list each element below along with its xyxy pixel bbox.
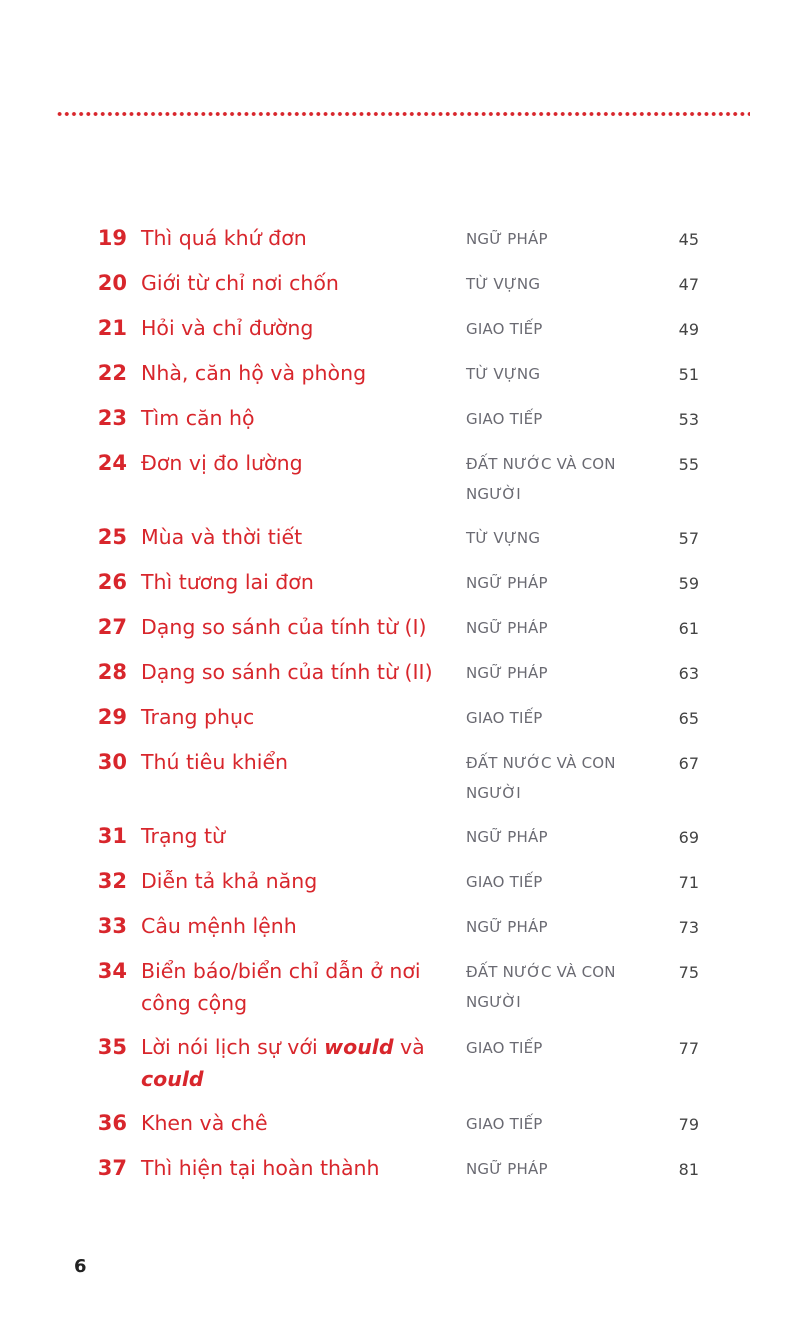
toc-row[interactable] — [0, 955, 800, 1019]
lesson-category: NGỮ PHÁP — [466, 1160, 548, 1178]
lesson-number: 25 — [97, 525, 127, 549]
lesson-number: 28 — [97, 660, 127, 684]
lesson-title: Trạng từ — [141, 824, 226, 848]
lesson-category: TỪ VỰNG — [466, 275, 541, 293]
lesson-category: ĐẤT NƯỚC VÀ CON NGƯỜI — [466, 963, 616, 1011]
lesson-category: GIAO TIẾP — [466, 873, 543, 891]
lesson-page: 65 — [678, 709, 699, 728]
lesson-category: GIAO TIẾP — [466, 709, 543, 727]
lesson-category: NGỮ PHÁP — [466, 230, 548, 248]
toc-row[interactable] — [0, 312, 800, 345]
lesson-category: NGỮ PHÁP — [466, 619, 548, 637]
toc-row[interactable] — [0, 521, 800, 554]
footer-page-number: 6 — [74, 1256, 87, 1277]
toc-row[interactable] — [0, 402, 800, 435]
lesson-title: Mùa và thời tiết — [141, 525, 303, 549]
toc-row[interactable] — [0, 566, 800, 599]
toc-row[interactable] — [0, 1152, 800, 1185]
lesson-page: 59 — [678, 574, 699, 593]
dotted-rule — [56, 110, 750, 118]
lesson-title — [127, 1031, 451, 1095]
toc-row[interactable] — [0, 656, 800, 689]
toc-row[interactable] — [0, 865, 800, 898]
toc-row[interactable] — [0, 357, 800, 390]
lesson-number: 20 — [97, 271, 127, 295]
toc-row[interactable] — [0, 910, 800, 943]
lesson-title: Nhà, căn hộ và phòng — [141, 361, 367, 385]
lesson-page: 53 — [678, 410, 699, 429]
toc-row[interactable] — [0, 1107, 800, 1140]
lesson-page: 61 — [678, 619, 699, 638]
lesson-category: GIAO TIẾP — [466, 1039, 543, 1057]
lesson-title: Đơn vị đo lường — [141, 451, 303, 475]
lesson-number: 36 — [97, 1111, 127, 1135]
lesson-category: TỪ VỰNG — [466, 365, 541, 383]
lesson-category: GIAO TIẾP — [466, 1115, 543, 1133]
lesson-title: Câu mệnh lệnh — [141, 914, 297, 938]
lesson-number: 35 — [97, 1035, 127, 1059]
toc-row[interactable] — [0, 447, 800, 509]
title-text: và — [393, 1035, 425, 1059]
lesson-page: 55 — [678, 455, 699, 474]
lesson-number: 22 — [97, 361, 127, 385]
lesson-page: 77 — [678, 1039, 699, 1058]
lesson-number: 21 — [97, 316, 127, 340]
lesson-category: NGỮ PHÁP — [466, 918, 548, 936]
title-text: Lời nói lịch sự với — [141, 1035, 325, 1059]
lesson-page: 79 — [678, 1115, 699, 1134]
title-emphasis-would: would — [324, 1035, 394, 1059]
toc-row[interactable] — [0, 611, 800, 644]
lesson-title: Khen và chê — [141, 1111, 268, 1135]
lesson-page: 69 — [678, 828, 699, 847]
lesson-title: Tìm căn hộ — [141, 406, 255, 430]
lesson-number: 24 — [97, 451, 127, 475]
lesson-title: Diễn tả khả năng — [141, 869, 318, 893]
toc-row[interactable] — [0, 746, 800, 808]
lesson-number: 37 — [97, 1156, 127, 1180]
lesson-title: Hỏi và chỉ đường — [141, 316, 314, 340]
lesson-number: 29 — [97, 705, 127, 729]
lesson-category: TỪ VỰNG — [466, 529, 541, 547]
lesson-number: 19 — [97, 226, 127, 250]
toc-row[interactable] — [0, 820, 800, 853]
lesson-number: 34 — [97, 959, 127, 983]
lesson-page: 73 — [678, 918, 699, 937]
lesson-number: 32 — [97, 869, 127, 893]
lesson-page: 75 — [678, 963, 699, 982]
toc-row[interactable] — [0, 222, 800, 255]
lesson-number: 31 — [97, 824, 127, 848]
lesson-page: 51 — [678, 365, 699, 384]
lesson-category: NGỮ PHÁP — [466, 664, 548, 682]
lesson-page: 63 — [678, 664, 699, 683]
lesson-title: Thì tương lai đơn — [141, 570, 314, 594]
lesson-page: 67 — [678, 754, 699, 773]
lesson-page: 47 — [678, 275, 699, 294]
lesson-title: Dạng so sánh của tính từ (II) — [141, 660, 433, 684]
lesson-number: 27 — [97, 615, 127, 639]
toc-row[interactable] — [0, 267, 800, 300]
toc-row[interactable] — [0, 1031, 800, 1095]
title-emphasis-could: could — [141, 1067, 204, 1091]
lesson-title: Thì quá khứ đơn — [141, 226, 307, 250]
lesson-category: NGỮ PHÁP — [466, 574, 548, 592]
lesson-title: Thì hiện tại hoàn thành — [141, 1156, 380, 1180]
lesson-number: 33 — [97, 914, 127, 938]
lesson-category: GIAO TIẾP — [466, 320, 543, 338]
lesson-page: 45 — [678, 230, 699, 249]
lesson-category: GIAO TIẾP — [466, 410, 543, 428]
lesson-page: 81 — [678, 1160, 699, 1179]
lesson-title: Biển báo/biển chỉ dẫn ở nơi công cộng — [141, 959, 421, 1015]
lesson-category: ĐẤT NƯỚC VÀ CON NGƯỜI — [466, 754, 616, 802]
lesson-title: Trang phục — [141, 705, 255, 729]
lesson-category: NGỮ PHÁP — [466, 828, 548, 846]
lesson-category: ĐẤT NƯỚC VÀ CON NGƯỜI — [466, 455, 616, 503]
toc-row[interactable] — [0, 701, 800, 734]
lesson-title: Giới từ chỉ nơi chốn — [141, 271, 339, 295]
lesson-page: 57 — [678, 529, 699, 548]
lesson-number: 30 — [97, 750, 127, 774]
table-of-contents — [0, 222, 800, 1197]
lesson-number: 26 — [97, 570, 127, 594]
lesson-page: 71 — [678, 873, 699, 892]
lesson-page: 49 — [678, 320, 699, 339]
lesson-title: Thú tiêu khiển — [141, 750, 289, 774]
lesson-title: Dạng so sánh của tính từ (I) — [141, 615, 427, 639]
lesson-number: 23 — [97, 406, 127, 430]
